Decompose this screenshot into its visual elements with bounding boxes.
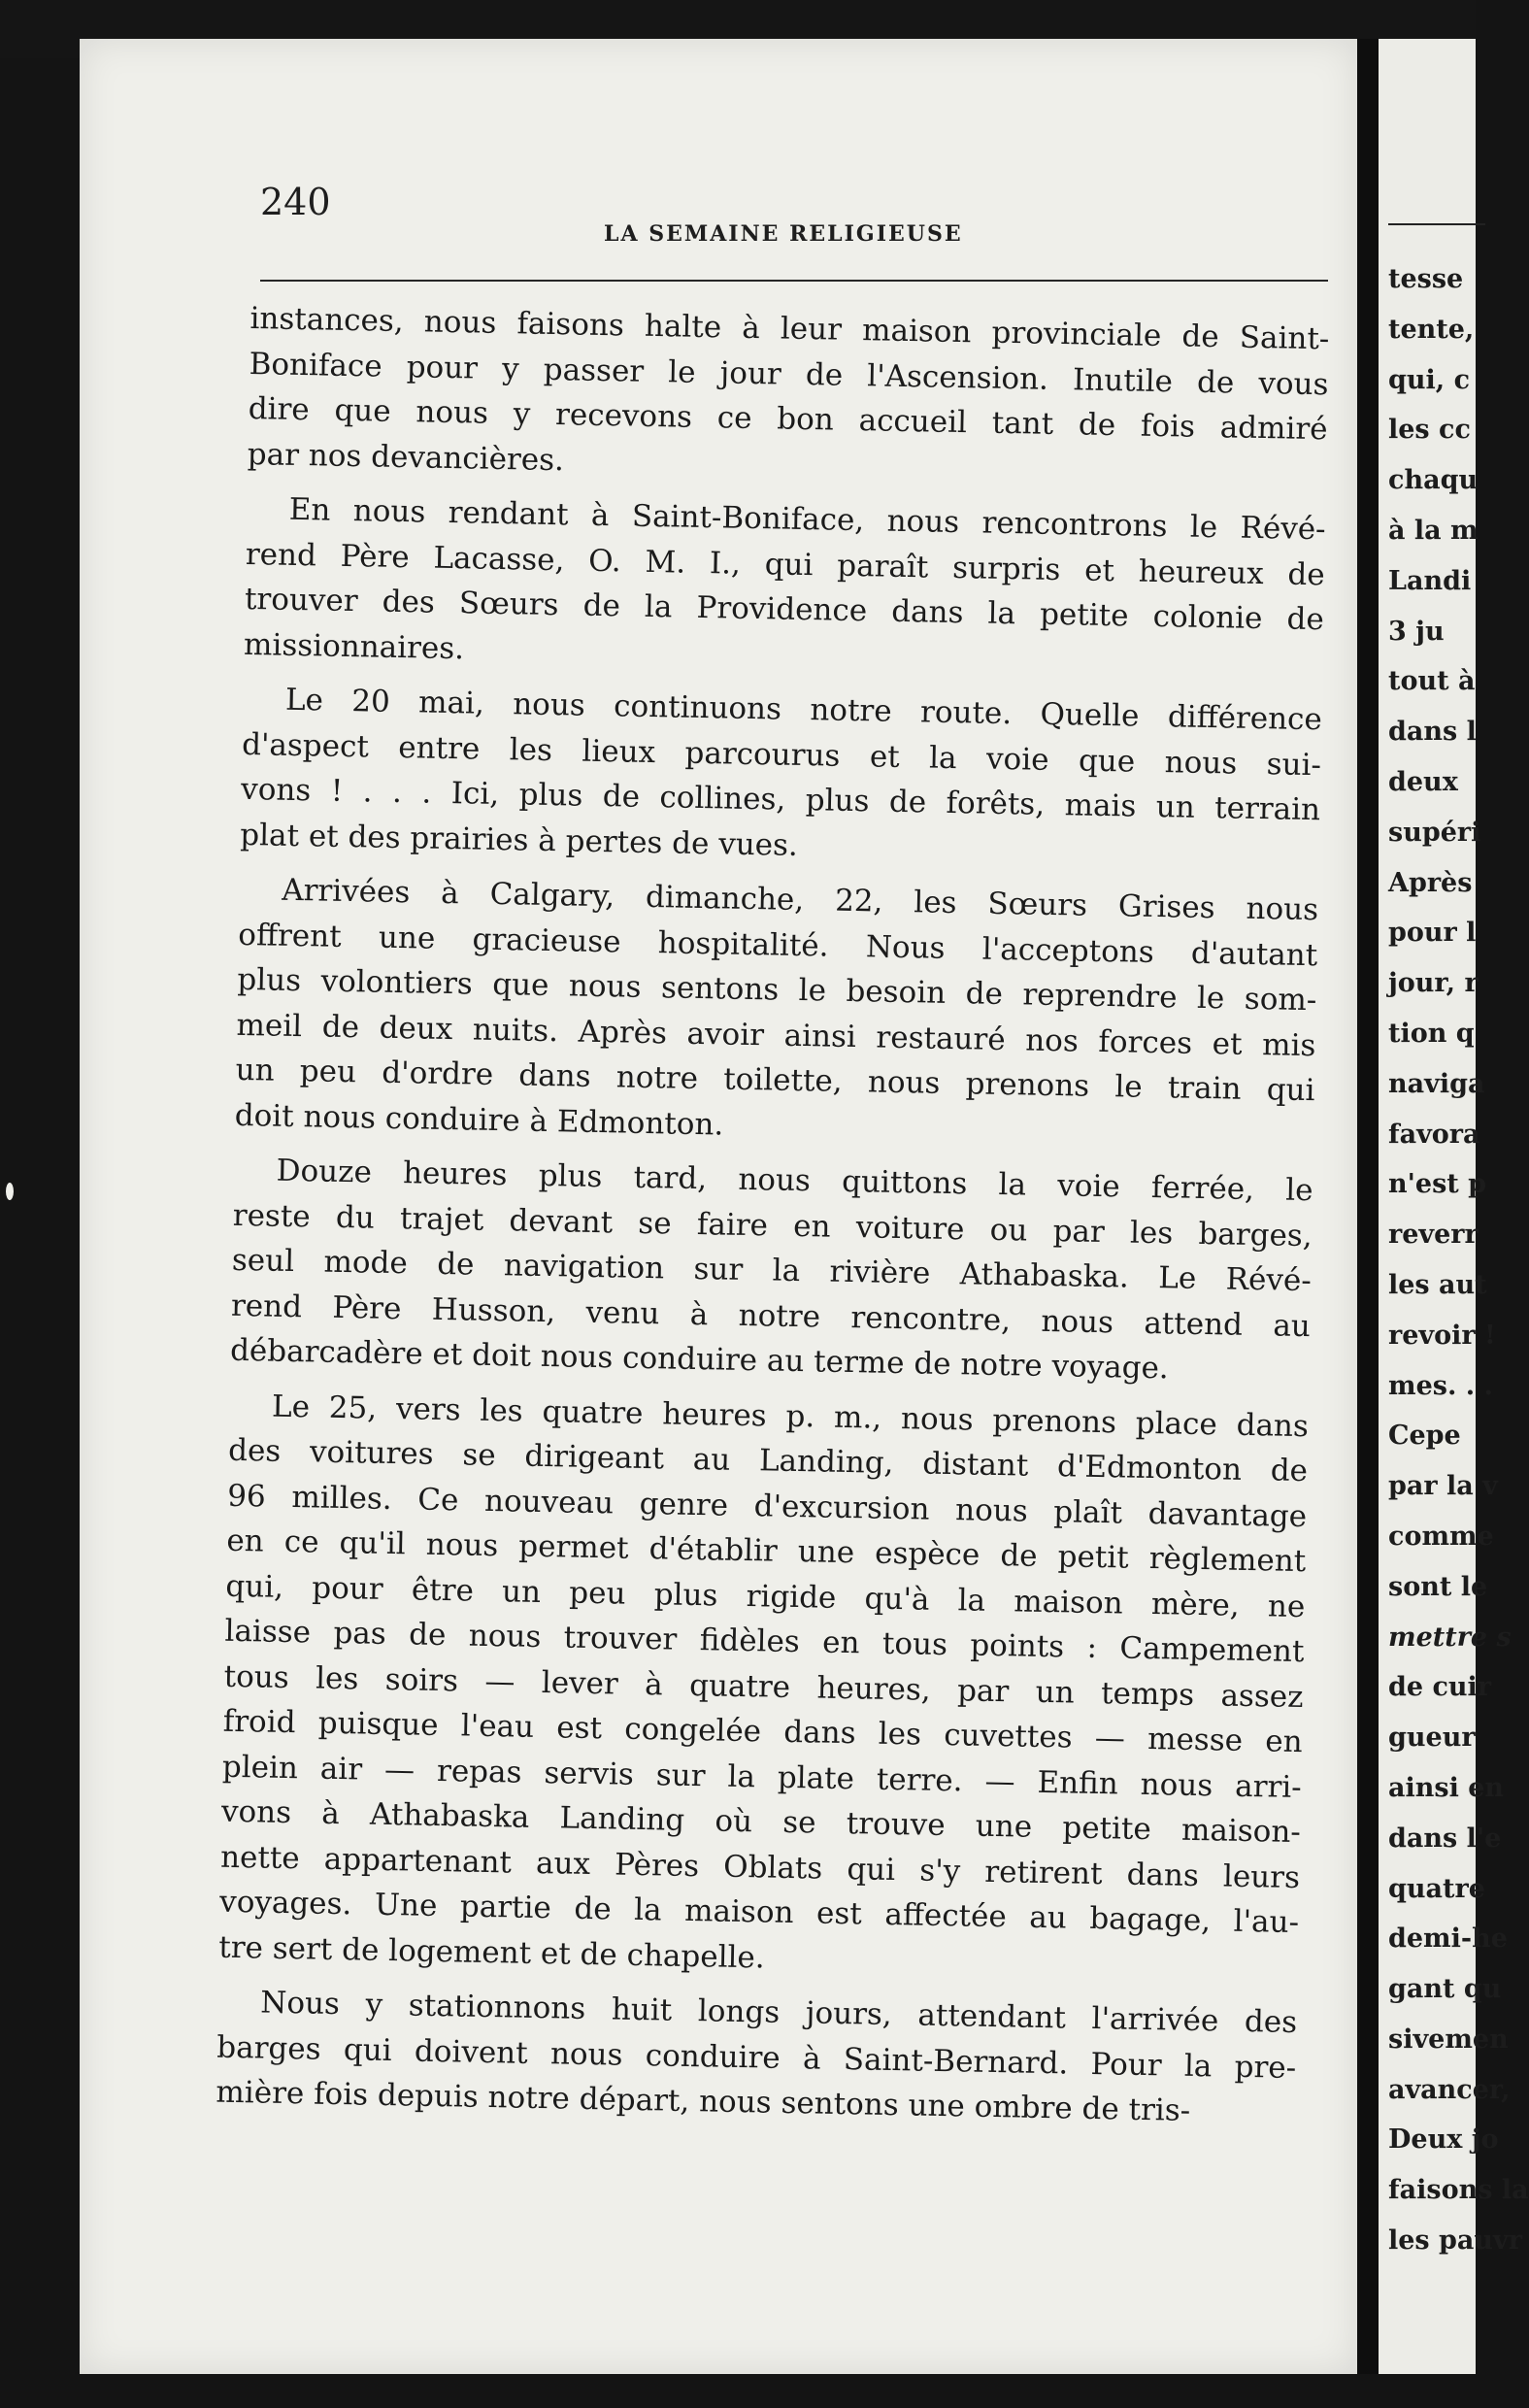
text-line: par nos devancières. [247, 436, 565, 478]
adjacent-page-line: jour, r [1388, 968, 1479, 999]
text-line: reste du trajet devant se faire en voiture ou par les barges, [232, 1197, 1313, 1254]
paragraph [240, 677, 1322, 878]
text-line: missionnaires. [243, 626, 465, 666]
adjacent-page-line: les cc [1388, 415, 1471, 446]
adjacent-page-line: tion q [1388, 1018, 1475, 1049]
text-line: plus volontiers que nous sentons le besoin de reprendre le som- [237, 961, 1317, 1019]
adjacent-page-line: tesse [1388, 264, 1464, 294]
adjacent-page-line: ainsi en [1388, 1772, 1505, 1803]
text-line: plein air — repas servis sur la plate terre. — Enfin nous arri- [221, 1749, 1303, 1805]
adjacent-page-line: n'est p [1388, 1169, 1487, 1200]
text-line: tre sert de logement et de chapelle. [218, 1929, 766, 1975]
adjacent-page-text [1388, 254, 1529, 2266]
text-line: qui, pour être un peu plus rigide qu'à la maison mère, ne [225, 1568, 1306, 1624]
adjacent-page-line: les aut [1388, 1269, 1487, 1300]
text-line: un peu d'ordre dans notre toilette, nous prenons le train qui [235, 1052, 1315, 1109]
text-line: nette appartenant aux Pères Oblats qui s'y retirent dans leurs [219, 1839, 1301, 1895]
adjacent-page-line: gueur [1388, 1722, 1476, 1754]
adjacent-page-line: Landi [1388, 565, 1472, 596]
text-line: Arrivées à Calgary, dimanche, 22, les Sœurs Grises nous [281, 872, 1319, 928]
paragraph [244, 486, 1326, 687]
text-line: vons à Athabaska Landing où se trouve une petite maison- [220, 1793, 1302, 1851]
adjacent-page-line: sivemen [1388, 2023, 1509, 2055]
adjacent-page-line: pour l [1388, 918, 1477, 949]
text-line: en ce qu'il nous permet d'établir une espèce de petit règlement [226, 1522, 1307, 1580]
page-header [260, 181, 1320, 249]
paragraph [234, 867, 1318, 1158]
adjacent-page-line: Après [1388, 867, 1473, 898]
text-line: rend Père Husson, venu à notre rencontre, nous attend au [230, 1288, 1312, 1344]
text-line: d'aspect entre les lieux parcourus et la voie que nous sui- [241, 726, 1322, 783]
paragraph [247, 296, 1329, 497]
text-line: Boniface pour y passer le jour de l'Ascension. Inutile de vous [249, 346, 1329, 402]
text-line: des voitures se dirigeant au Landing, distant d'Edmonton de [227, 1432, 1309, 1489]
text-line: dire que nous y recevons ce bon accueil tant de fois admiré [248, 390, 1328, 448]
scan-speck [6, 1183, 14, 1200]
text-line: doit nous conduire à Edmonton. [234, 1097, 724, 1143]
adjacent-page-line: sont le [1388, 1571, 1488, 1602]
adjacent-page-line: revoir ! [1388, 1320, 1496, 1351]
text-line: instances, nous faisons halte à leur maison provinciale de Saint- [249, 300, 1330, 357]
adjacent-page-line: favora [1388, 1119, 1480, 1150]
adjacent-page-line: faisons la [1388, 2175, 1529, 2206]
adjacent-page-line: dans l'e [1388, 1823, 1502, 1854]
text-line: trouver des Sœurs de la Providence dans la petite colonie de [244, 581, 1325, 638]
paragraph [230, 1148, 1313, 1394]
text-line: Douze heures plus tard, nous quittons la voie ferrée, le [276, 1153, 1313, 1209]
paragraph [218, 1383, 1309, 1990]
adjacent-page-line: deux [1388, 766, 1458, 797]
body-text [216, 296, 1330, 2136]
adjacent-page-line: demi-he [1388, 1923, 1508, 1955]
adjacent-page-line: 3 ju [1388, 616, 1445, 647]
text-line: débarcadère et doit nous conduire au terme de notre voyage. [229, 1332, 1170, 1387]
text-line: Nous y stationnons huit longs jours, attendant l'arrivée des [259, 1985, 1298, 2041]
text-line: voyages. Une partie de la maison est affectée au bagage, l'au- [218, 1884, 1300, 1941]
text-line: 96 milles. Ce nouveau genre d'excursion nous plaît davantage [226, 1478, 1308, 1534]
adjacent-page-line: par la v [1388, 1471, 1498, 1502]
adjacent-page-edge [1379, 39, 1529, 2374]
text-line: seul mode de navigation sur la rivière Athabaska. Le Révé- [231, 1242, 1313, 1299]
adjacent-page-line: quatre [1388, 1873, 1485, 1904]
adjacent-page-line: à la m [1388, 515, 1479, 546]
text-line: Le 25, vers les quatre heures p. m., nous prenons place dans [271, 1388, 1310, 1444]
text-line: meil de deux nuits. Après avoir ainsi restauré nos forces et mis [236, 1007, 1316, 1063]
adjacent-page-line: avancer, [1388, 2074, 1511, 2105]
text-line: laisse pas de nous trouver fidèles en tous points : Campement [224, 1613, 1305, 1670]
adjacent-page-line: reverr [1388, 1220, 1479, 1251]
page-number: 240 [260, 181, 331, 223]
adjacent-page-line: gant qu [1388, 1974, 1502, 2005]
text-line: plat et des prairies à pertes de vues. [240, 817, 799, 863]
adjacent-page-line: de cuir [1388, 1672, 1492, 1703]
adjacent-page-line: comme [1388, 1521, 1494, 1552]
text-line: vons ! . . . Ici, plus de collines, plus de forêts, mais un terrain [240, 771, 1321, 828]
adjacent-page-line: dans l [1388, 717, 1477, 748]
text-line: rend Père Lacasse, O. M. I., qui paraît surpris et heureux de [245, 536, 1326, 592]
header-rule [260, 280, 1328, 282]
adjacent-page-line: mes. . . [1388, 1370, 1493, 1401]
adjacent-page-line: Cepe [1388, 1421, 1461, 1452]
text-line: En nous rendant à Saint-Boniface, nous rencontrons le Révé- [288, 491, 1326, 548]
adjacent-page-line: tout à [1388, 666, 1476, 697]
running-title: LA SEMAINE RELIGIEUSE [604, 221, 963, 247]
text-line: mière fois depuis notre départ, nous sentons une ombre de tris- [216, 2074, 1191, 2128]
adjacent-page-line: chaqu [1388, 465, 1479, 496]
adjacent-page-header-rule [1388, 223, 1485, 225]
paragraph [216, 1980, 1297, 2136]
adjacent-page-line: les pauvr [1388, 2225, 1522, 2257]
book-gutter [1357, 39, 1379, 2374]
text-line: froid puisque l'eau est congelée dans les cuvettes — messe en [222, 1703, 1303, 1760]
adjacent-page-line: supéri [1388, 817, 1481, 848]
adjacent-page-line: Deux jo [1388, 2124, 1499, 2156]
adjacent-page-line: qui, c [1388, 364, 1471, 395]
text-line: Le 20 mai, nous continuons notre route. Quelle différence [284, 682, 1323, 738]
text-line: tous les soirs — lever à quatre heures, par un temps assez [223, 1658, 1304, 1715]
adjacent-page-line: tente, [1388, 314, 1475, 345]
text-line: offrent une gracieuse hospitalité. Nous l'acceptons d'autant [238, 917, 1318, 973]
adjacent-page-line: mettre s [1388, 1622, 1512, 1653]
adjacent-page-line: naviga [1388, 1068, 1485, 1099]
text-line: barges qui doivent nous conduire à Saint-Bernard. Pour la pre- [216, 2029, 1297, 2086]
